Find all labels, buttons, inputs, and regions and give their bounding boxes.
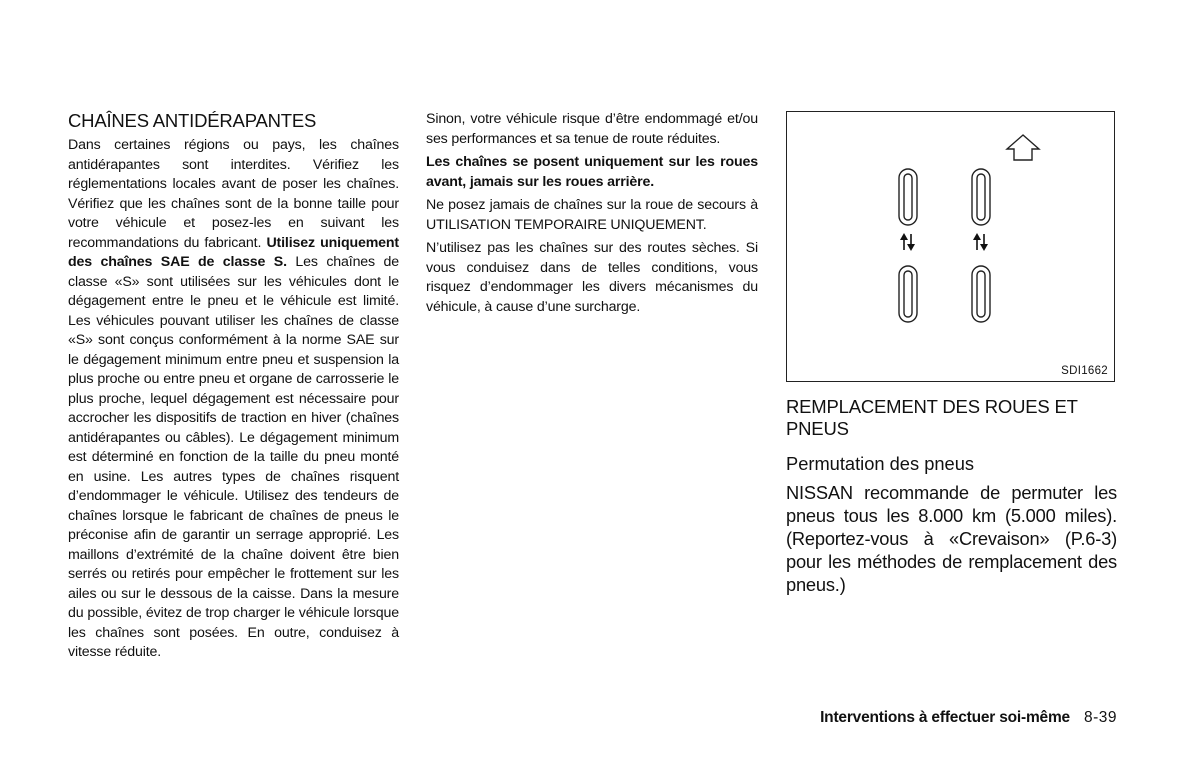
intro-bold-text: Utilisez uniquement des chaînes SAE de classe S.: [68, 234, 400, 270]
rotation-arrows-icon: [973, 233, 988, 251]
tire-icon: [899, 266, 917, 322]
rotation-arrows-icon: [900, 233, 915, 251]
warning-paragraph-dry-roads: N’utilisez pas les chaînes sur des routes sèches. Si vous conduisez dans de telles conditions, vous risquez d’endommager les divers mécanismes du véhicule, à cause d’une surcharge.: [426, 240, 758, 315]
left-column: [68, 110, 399, 663]
page-footer: [820, 709, 1117, 727]
warning-paragraph-bold: Les chaînes se posent uniquement sur les roues avant, jamais sur les roues arrière.: [426, 154, 758, 190]
warning-paragraph-1: Sinon, votre véhicule risque d’être endommagé et/ou ses performances et sa tenue de route réduites.: [426, 111, 758, 147]
front-direction-arrow-icon: [1007, 135, 1039, 160]
section-heading-snow-chains: CHAÎNES ANTIDÉRAPANTES: [68, 110, 317, 131]
tire-rotation-diagram: [787, 112, 1114, 381]
tire-rotation-figure: [786, 111, 1115, 382]
snow-chains-body-text: Les chaînes de classe «S» sont utilisées sur les véhicules dont le dégagement entre le pneu et le véhicule est limité. Les véhicules pouvant utiliser les chaînes de classe «S» sont conçus conformément à la norme SAE sur le dégagement minimum entre pneu et suspension la plus proche ou entre pneu et organe de carrosserie le plus proche, lequel dégagement est nécessaire pour accrocher les dispositifs de traction en hiver (chaînes antidérapantes ou câbles). Le dégagement minimum est déterminé en fonction de la taille du pneu monté en usine. Les autres types de chaînes risquent d’endommager le véhicule. Utilisez des tendeurs de chaînes lorsque le fabricant de chaînes de pneus le préconise afin de garantir un serrage approprié. Les maillons d’extrémité de la chaîne doivent être bien serrés ou retirés pour empêcher le frottement sur les ailes ou sur le dessous de la caisse. Dans la mesure du possible, évitez de trop charger le véhicule lorsque les chaînes sont posées. En outre, conduisez à vitesse réduite.: [68, 254, 399, 660]
snow-chains-intro: [68, 136, 399, 663]
intro-text: Dans certaines régions ou pays, les chaînes antidérapantes sont interdites. Vérifiez les réglementations locales avant de poser les chaînes. Vérifiez que les chaînes sont de la bonne taille pour votre véhicule et posez-les en suivant les recommandations du fabricant.: [68, 137, 399, 251]
subheading-tire-rotation: Permutation des pneus: [786, 453, 975, 474]
right-column: [786, 396, 1117, 596]
section-heading-wheels-tires: REMPLACEMENT DES ROUES ET PNEUS: [786, 396, 1078, 439]
page-number: 8-39: [1083, 709, 1117, 726]
tire-icon: [972, 169, 990, 225]
figure-code: SDI1662: [1061, 365, 1108, 377]
tire-rotation-paragraph: NISSAN recommande de permuter les pneus tous les 8.000 km (5.000 miles). (Reportez-vous à «Crevaison» (P.6-3) pour les méthodes de remplacement des pneus.): [786, 482, 1117, 595]
footer-section-title: Interventions à effectuer soi-même: [820, 709, 1070, 726]
tire-icon: [899, 169, 917, 225]
warning-paragraph-spare: Ne posez jamais de chaînes sur la roue de secours à UTILISATION TEMPORAIRE UNIQUEMENT.: [426, 197, 758, 233]
middle-column: [426, 110, 758, 317]
tire-icon: [972, 266, 990, 322]
